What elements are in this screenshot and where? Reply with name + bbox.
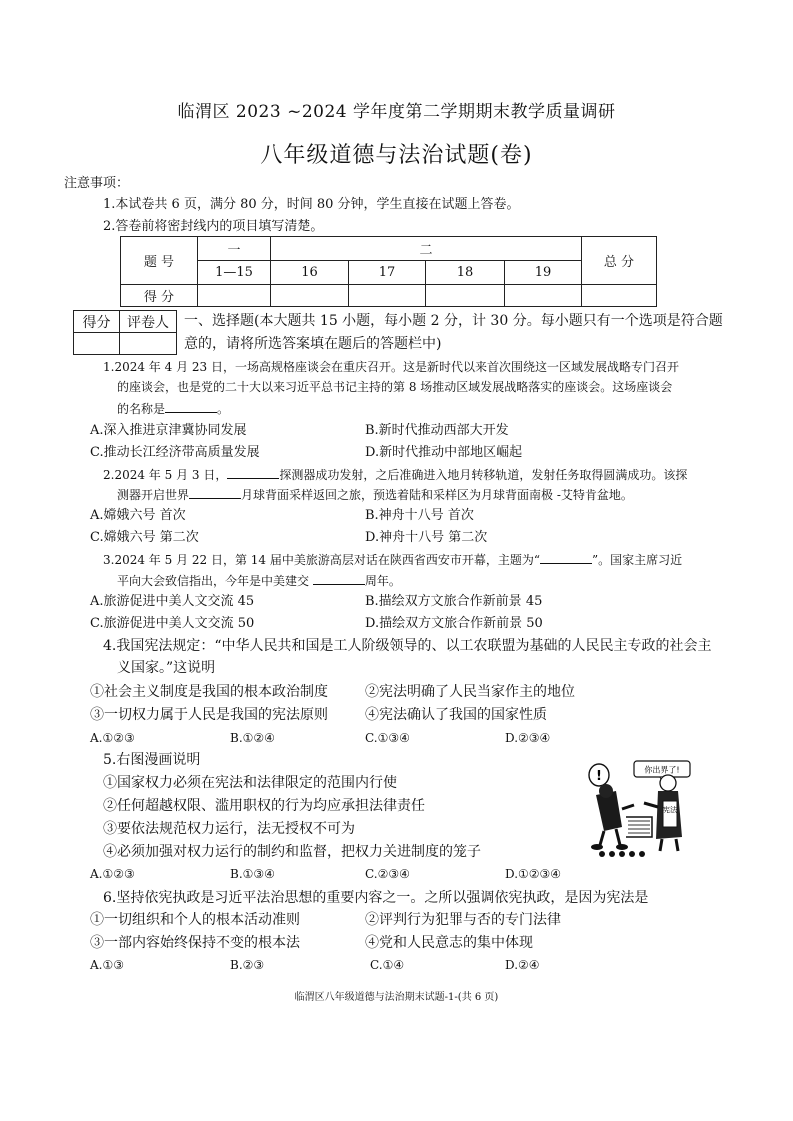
q4-line-1: 4.我国宪法规定：“中华人民共和国是工人阶级领导的、以工农联盟为基础的人民民主专政的社会主 <box>103 638 712 654</box>
q1-blank[interactable] <box>165 400 217 413</box>
grading-box <box>73 310 177 355</box>
section-1-instructions-line-1: 一、选择题(本大题共 15 小题，每小题 2 分，计 30 分。每小题只有一个选项是符合题 <box>184 313 723 329</box>
q4-statement-1: ①社会主义制度是我国的根本政治制度 <box>90 684 328 700</box>
q1-line-2: 的座谈会，也是党的二十大以来习近平总书记主持的第 8 场推动区域发展战略落实的座谈会。这场座谈会 <box>117 380 673 394</box>
score-cell[interactable] <box>582 285 657 307</box>
notes-item-2: 2.答卷前将密封线内的项目填写清楚。 <box>103 219 324 234</box>
q3-option-b: B.描绘双方文旅合作新前景 45 <box>365 594 543 609</box>
page-title: 八年级道德与法治试题(卷) <box>260 143 533 168</box>
q1-option-c: C.推动长江经济带高质量发展 <box>90 445 260 460</box>
q1-option-d: D.新时代推动中部地区崛起 <box>365 445 523 460</box>
q4-option-b: B.①②④ <box>230 731 275 745</box>
grading-score-label: 得分 <box>74 311 120 333</box>
q1-line-1: 1.2024 年 4 月 23 日，一场高规格座谈会在重庆召开。这是新时代以来首次围绕这一区域发展战略专门召开 <box>103 360 679 374</box>
q6-statement-3: ③一部内容始终保持不变的根本法 <box>90 935 300 951</box>
comic-constitution-label: 宪法 <box>663 806 677 814</box>
col-18: 18 <box>426 261 505 285</box>
q4-option-a: A.①②③ <box>90 731 135 745</box>
q4-statement-2: ②宪法明确了人民当家作主的地位 <box>365 684 575 700</box>
grading-grader-cell[interactable] <box>120 333 177 355</box>
q6-statement-1: ①一切组织和个人的根本活动准则 <box>90 912 300 928</box>
q6-option-b: B.②③ <box>230 958 265 972</box>
q2-option-a: A.嫦娥六号 首次 <box>90 508 186 523</box>
q1-option-a: A.深入推进京津冀协同发展 <box>90 423 247 438</box>
q3-option-d: D.描绘双方文旅合作新前景 50 <box>365 616 543 631</box>
score-cell[interactable] <box>198 285 271 307</box>
col-17: 17 <box>349 261 426 285</box>
exam-header-line: 临渭区 2023 ~2024 学年度第二学期期末教学质量调研 <box>177 102 616 122</box>
q5-option-c: C.②③④ <box>365 867 410 881</box>
grading-score-cell[interactable] <box>74 333 120 355</box>
comic-bubble-text: 你出界了! <box>644 765 680 775</box>
q5-line-1: 5.右图漫画说明 <box>103 752 201 768</box>
q6-option-a: A.①③ <box>90 958 124 972</box>
q3-option-c: C.旅游促进中美人文交流 50 <box>90 616 255 631</box>
q4-option-c: C.①③④ <box>365 731 410 745</box>
total-header: 总 分 <box>582 237 657 285</box>
q1-option-b: B.新时代推动西部大开发 <box>365 423 509 438</box>
q4-statement-3: ③一切权力属于人民是我国的宪法原则 <box>90 707 328 723</box>
notes-heading: 注意事项： <box>64 176 130 191</box>
score-cell[interactable] <box>271 285 349 307</box>
q4-statement-4: ④宪法确认了我国的国家性质 <box>365 707 547 723</box>
q2-option-d: D.神舟十八号 第二次 <box>365 530 488 545</box>
q2-line-1: 2.2024 年 5 月 3 日， 探测器成功发射，之后准确进入地月转移轨道，发射任务取得圆满成功。该探 <box>103 468 688 482</box>
q5-option-d: D.①②③④ <box>505 867 562 881</box>
q1-line-3: 的名称是 。 <box>117 402 230 416</box>
q6-option-c: C.①④ <box>370 958 405 972</box>
score-table <box>120 236 657 307</box>
q4-option-d: D.②③④ <box>505 731 551 745</box>
q5-statement-3: ③要依法规范权力运行，法无授权不可为 <box>103 821 355 837</box>
q3-blank-1[interactable] <box>540 551 592 564</box>
row-label-number: 题 号 <box>121 237 198 285</box>
q5-option-a: A.①②③ <box>90 867 135 881</box>
q4-line-2: 义国家。”这说明 <box>117 660 216 676</box>
q6-statement-2: ②评判行为犯罪与否的专门法律 <box>365 912 561 928</box>
row-label-score: 得 分 <box>121 285 198 307</box>
q3-option-a: A.旅游促进中美人文交流 45 <box>90 594 255 609</box>
col-1-15: 1—15 <box>198 261 271 285</box>
q6-option-d: D.②④ <box>505 958 540 972</box>
notes-item-1: 1.本试卷共 6 页，满分 80 分，时间 80 分钟，学生直接在试题上答卷。 <box>103 197 520 212</box>
grading-grader-label: 评卷人 <box>120 311 177 333</box>
section-1-instructions-line-2: 意的，请将所选答案填在题后的答题栏中) <box>184 336 442 352</box>
q3-line-2: 平向大会致信指出，今年是中美建交 周年。 <box>117 574 401 588</box>
q3-blank-2[interactable] <box>313 572 365 585</box>
comic-exclamation: ! <box>596 769 602 784</box>
col-19: 19 <box>505 261 582 285</box>
col-16: 16 <box>271 261 349 285</box>
q2-line-2: 测器开启世界 月球背面采样返回之旅，预选着陆和采样区为月球背面南极 -艾特肯盆地。 <box>117 488 633 502</box>
q2-blank-1[interactable] <box>227 466 279 479</box>
score-cell[interactable] <box>349 285 426 307</box>
q2-option-c: C.嫦娥六号 第二次 <box>90 530 199 545</box>
score-cell[interactable] <box>505 285 582 307</box>
q5-option-b: B.①③④ <box>230 867 275 881</box>
q5-statement-4: ④必须加强对权力运行的制约和监督，把权力关进制度的笼子 <box>103 844 481 860</box>
q5-statement-2: ②任何超越权限、滥用职权的行为均应承担法律责任 <box>103 798 425 814</box>
score-cell[interactable] <box>426 285 505 307</box>
q3-line-1: 3.2024 年 5 月 22 日，第 14 届中美旅游高层对话在陕西省西安市开幕，主题为“ ”。国家主席习近 <box>103 553 683 567</box>
part-1-header: 一 <box>198 237 271 261</box>
q2-option-b: B.神舟十八号 首次 <box>365 508 474 523</box>
q6-statement-4: ④党和人民意志的集中体现 <box>365 935 533 951</box>
page-footer: 临渭区八年级道德与法治期末试题-1-(共 6 页) <box>294 992 499 1003</box>
q2-blank-2[interactable] <box>189 486 241 499</box>
q5-statement-1: ①国家权力必须在宪法和法律限定的范围内行使 <box>103 775 397 791</box>
cartoon-illustration <box>582 757 694 857</box>
part-2-header: 二 <box>271 237 582 261</box>
q6-line-1: 6.坚持依宪执政是习近平法治思想的重要内容之一。之所以强调依宪执政，是因为宪法是 <box>103 890 649 906</box>
